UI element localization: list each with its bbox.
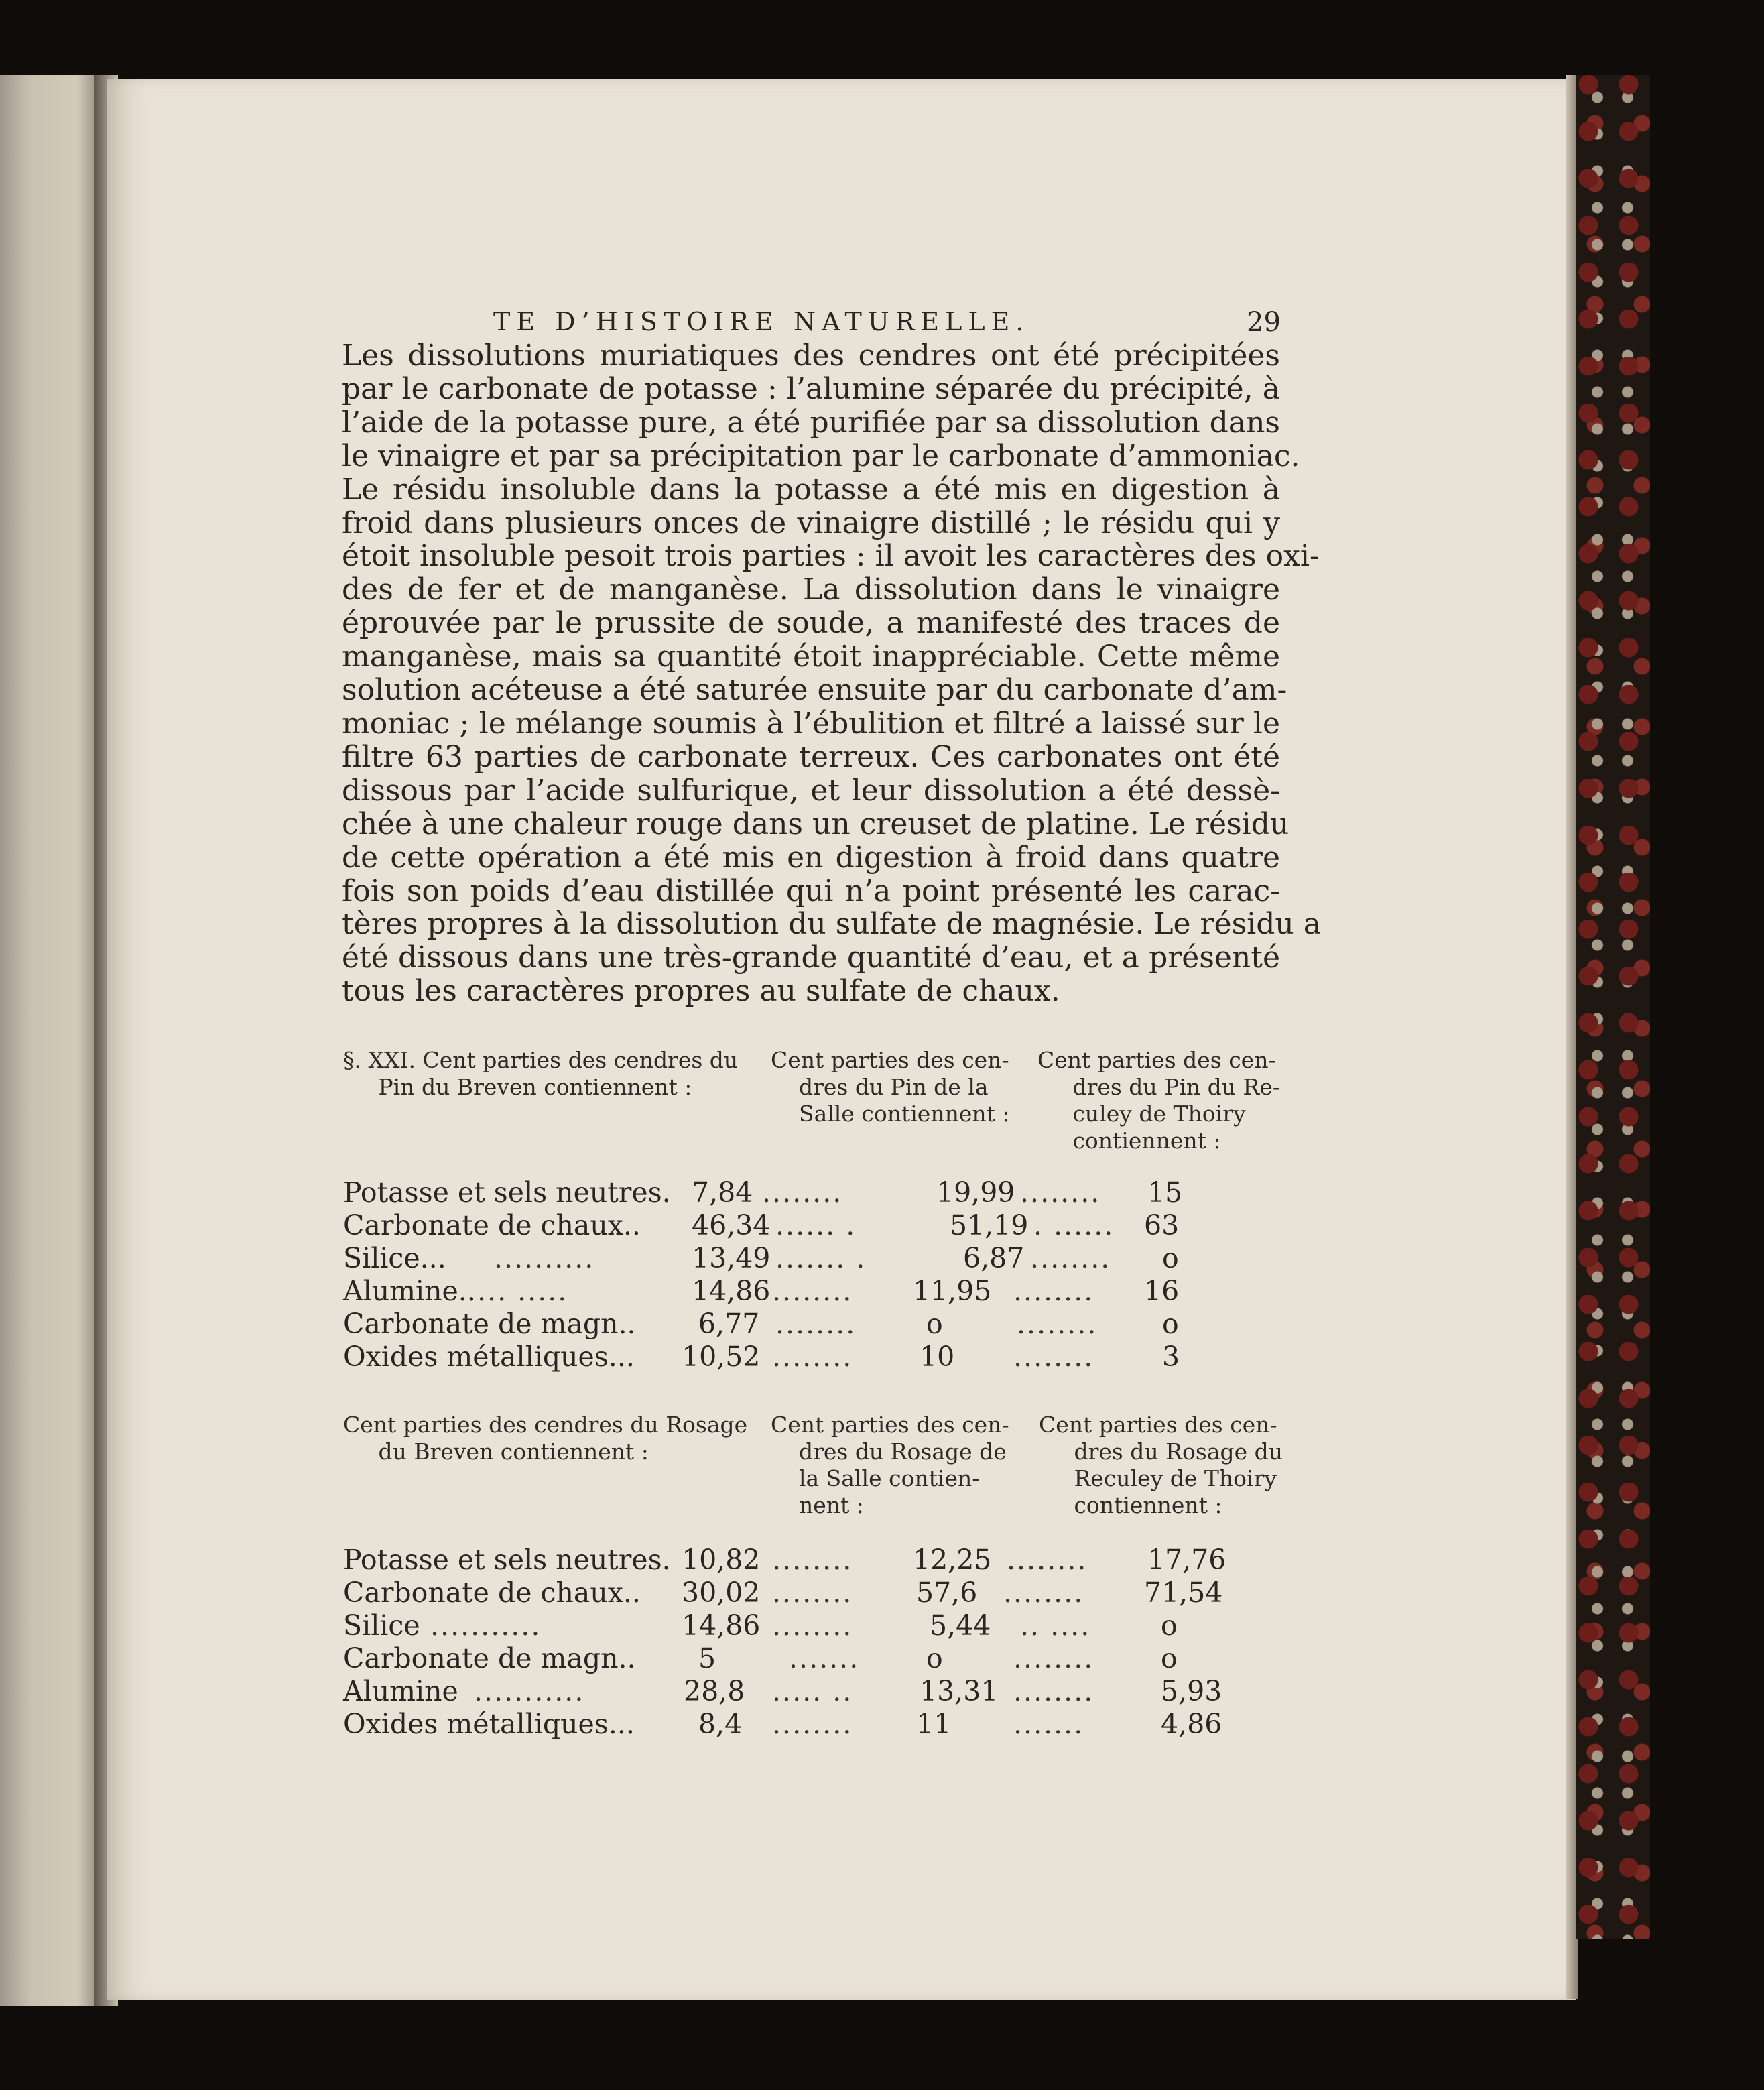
leader-dots: ........ (772, 1341, 853, 1373)
leader-dots: ........ (1030, 1242, 1111, 1274)
row-label: Oxides métalliques... (343, 1341, 635, 1373)
leader-dots: ...... . (775, 1209, 857, 1241)
value-col1: 10,52 (682, 1341, 761, 1373)
body-paragraph (342, 339, 1321, 1009)
value-col2: o (926, 1308, 943, 1340)
leader-dots: ........ (772, 1275, 853, 1307)
leader-dots: ........ (772, 1708, 853, 1740)
row-label: Silice (343, 1609, 420, 1642)
text-line: Les dissolutions muriatiques des cendres ont été précipitées (342, 339, 1280, 373)
value-col3: 15 (1147, 1176, 1183, 1209)
leader-dots: ........ (772, 1544, 853, 1576)
text-line: le vinaigre et par sa précipitation par le carbonate d’ammoniac. (342, 438, 1300, 473)
row-label: Carbonate de magn.. (343, 1308, 636, 1340)
value-col1: 30,02 (682, 1577, 761, 1609)
text-line: par le carbonate de potasse : l’alumine séparée du précipité, à (342, 371, 1280, 406)
table1-row (343, 1241, 1308, 1275)
text-line: chée à une chaleur rouge dans un creuset de platine. Le résidu (342, 806, 1289, 841)
leader-dots: ........ (1007, 1544, 1088, 1576)
leader-dots: ....... . (775, 1242, 867, 1274)
value-col2: 19,99 (936, 1176, 1015, 1209)
value-col3: 16 (1144, 1275, 1180, 1307)
value-col2: 57,6 (916, 1577, 978, 1609)
leader-dots: ... ..... (477, 1275, 568, 1307)
table1-row (343, 1176, 1308, 1209)
value-col2: 11,95 (913, 1275, 992, 1307)
text-line: manganèse, mais sa quantité étoit inappréciable. Cette même (342, 639, 1280, 674)
leader-dots: ........ (1020, 1176, 1101, 1209)
leader-dots: ........ (1013, 1642, 1094, 1674)
value-col1: 46,34 (692, 1209, 771, 1241)
leader-dots: .. .... (1020, 1609, 1091, 1642)
table1-row (343, 1209, 1308, 1242)
table1-row (343, 1274, 1308, 1308)
value-col3: o (1162, 1242, 1179, 1274)
row-label: Oxides métalliques... (343, 1708, 635, 1740)
text-line: solution acéteuse a été saturée ensuite par du carbonate d’am- (342, 673, 1287, 708)
value-col1: 13,49 (692, 1242, 771, 1274)
leader-dots: ........ (1003, 1577, 1084, 1609)
leader-dots: ........... (430, 1609, 542, 1642)
row-label: Silice... (343, 1242, 446, 1274)
leader-dots: ..... .. (772, 1675, 853, 1707)
text-line: fois son poids d’eau distillée qui n’a point présenté les carac- (342, 873, 1280, 908)
text-line: éprouvée par le prussite de soude, a manifesté des traces de (342, 606, 1280, 641)
value-col3: 5,93 (1161, 1675, 1222, 1707)
leader-dots: ........ (762, 1176, 843, 1209)
text-line: tous les caractères propres au sulfate de chaux. (342, 974, 1060, 1009)
table1-row (343, 1340, 1308, 1373)
leader-dots: ........ (775, 1308, 857, 1340)
leader-dots: ....... (1013, 1708, 1084, 1740)
value-col3: 71,54 (1144, 1577, 1223, 1609)
table2-row (343, 1642, 1308, 1675)
value-col2: 11 (916, 1708, 952, 1740)
row-label: Carbonate de chaux.. (343, 1209, 641, 1241)
value-col2: 13,31 (920, 1675, 999, 1707)
page-number: 29 (1247, 307, 1281, 338)
leader-dots: ........ (1013, 1275, 1094, 1307)
text-line: de cette opération a été mis en digestion à froid dans quatre (342, 840, 1280, 875)
leader-dots: ........ (772, 1577, 853, 1609)
table2-header-col2: Cent parties des cen- dres du Rosage de la Salle contien- nent : (771, 1412, 1009, 1518)
value-col2: 12,25 (913, 1544, 992, 1576)
table2-row (343, 1707, 1308, 1741)
leader-dots: ........... (474, 1675, 585, 1707)
table2-row (343, 1543, 1308, 1577)
leader-dots: ........ (1013, 1341, 1094, 1373)
table2-header-col3: Cent parties des cen- dres du Rosage du Reculey de Thoiry contiennent : (1039, 1412, 1283, 1518)
row-label: Alumine (343, 1675, 458, 1707)
value-col1: 6,77 (698, 1308, 760, 1340)
row-label: Carbonate de chaux.. (343, 1577, 641, 1609)
value-col2: o (926, 1642, 943, 1674)
row-label: Potasse et sels neutres. (343, 1544, 671, 1576)
value-col2: 6,87 (963, 1242, 1025, 1274)
text-line: Le résidu insoluble dans la potasse a été mis en digestion à (342, 472, 1280, 507)
table1-header-col1: §. XXI. Cent parties des cendres du Pin du Breven contiennent : (343, 1047, 739, 1100)
value-col3: 4,86 (1161, 1708, 1222, 1740)
value-col3: o (1161, 1609, 1178, 1642)
value-col3: 3 (1162, 1341, 1180, 1373)
text-line: été dissous dans une très-grande quantité d’eau, et a présenté (342, 940, 1280, 975)
text-line: des de fer et de manganèse. La dissolution dans le vinaigre (342, 572, 1280, 607)
text-line: filtre 63 parties de carbonate terreux. Ces carbonates ont été (342, 739, 1280, 774)
table2-row (343, 1609, 1308, 1642)
value-col1: 14,86 (692, 1275, 771, 1307)
leader-dots: ....... (789, 1642, 860, 1674)
value-col1: 7,84 (692, 1176, 753, 1209)
table2-header-col1: Cent parties des cendres du Rosage du Breven contiennent : (343, 1412, 748, 1465)
running-title: TE D’HISTOIRE NATURELLE. (493, 307, 1030, 336)
value-col1: 8,4 (698, 1708, 743, 1740)
facing-page-edge (0, 75, 102, 2006)
text-line: l’aide de la potasse pure, a été purifiée par sa dissolution dans (342, 405, 1280, 440)
value-col1: 14,86 (682, 1609, 761, 1642)
row-label: Potasse et sels neutres. (343, 1176, 671, 1209)
text-line: moniac ; le mélange soumis à l’ébulition et filtré a laissé sur le (342, 706, 1280, 741)
value-col2: 51,19 (950, 1209, 1029, 1241)
value-col1: 10,82 (682, 1544, 761, 1576)
table2-row (343, 1576, 1308, 1609)
value-col1: 5 (698, 1642, 716, 1674)
marbled-binding (1576, 75, 1650, 1939)
value-col1: 28,8 (684, 1675, 745, 1707)
value-col3: o (1161, 1642, 1178, 1674)
text-line: étoit insoluble pesoit trois parties : il avoit les caractères des oxi- (342, 539, 1320, 574)
text-line: dissous par l’acide sulfurique, et leur dissolution a été dessè- (342, 773, 1280, 808)
leader-dots: .......... (494, 1242, 595, 1274)
row-label: Alumine.. (343, 1275, 476, 1307)
value-col3: 17,76 (1147, 1544, 1226, 1576)
value-col2: 10 (920, 1341, 955, 1373)
table2-row (343, 1674, 1308, 1708)
text-line: froid dans plusieurs onces de vinaigre distillé ; le résidu qui y (342, 505, 1280, 540)
table1-row (343, 1307, 1308, 1341)
leader-dots: . ...... (1033, 1209, 1115, 1241)
value-col3: o (1162, 1308, 1179, 1340)
leader-dots: ........ (1013, 1675, 1094, 1707)
leader-dots: ........ (772, 1609, 853, 1642)
row-label: Carbonate de magn.. (343, 1642, 636, 1674)
value-col2: 5,44 (930, 1609, 991, 1642)
table1-header-col3: Cent parties des cen- dres du Pin du Re- culey de Thoiry contiennent : (1037, 1047, 1281, 1154)
text-line: tères propres à la dissolution du sulfate de magnésie. Le résidu a (342, 907, 1321, 942)
leader-dots: ........ (1017, 1308, 1098, 1340)
table1-header-col2: Cent parties des cen- dres du Pin de la Salle contiennent : (771, 1047, 1010, 1127)
value-col3: 63 (1144, 1209, 1180, 1241)
